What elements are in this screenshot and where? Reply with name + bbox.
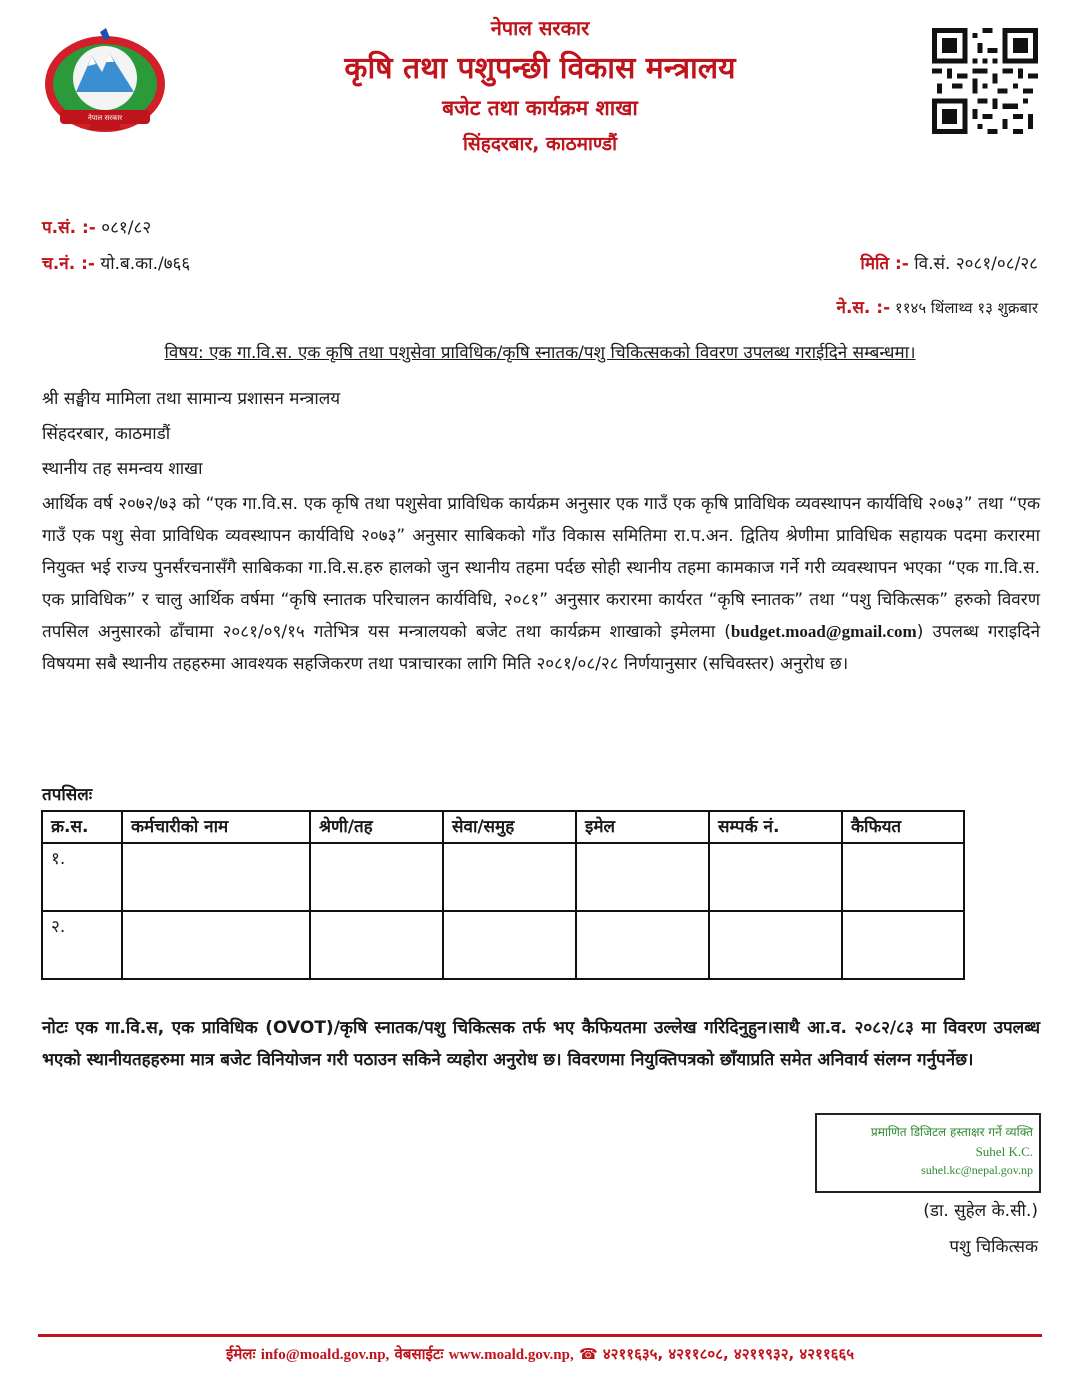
patra-sankhya-value: ०८१/८२ [101,218,152,238]
table-cell [576,911,709,979]
table-cell [443,843,576,911]
chalani-number-value: यो.ब.का./७६६ [100,254,191,274]
footer-website-link[interactable]: www.moald.gov.np, [448,1347,574,1363]
budget-email-link[interactable]: budget.moad@gmail.com [730,622,917,641]
table-row [42,843,964,911]
col-header-remarks: कैफियत [842,811,964,843]
col-header-serial: क्र.स. [42,811,122,843]
signature-box-email: suhel.kc@nepal.gov.np [921,1163,1033,1177]
letter-date-label: मिति :- [860,254,909,274]
footer-web-label: वेबसाईटः [394,1345,444,1363]
letter-date [860,251,1038,274]
footer-email-label: ईमेलः [225,1345,256,1363]
recipient-line-1: श्री सङ्घीय मामिला तथा सामान्य प्रशासन मन्त्रालय [42,389,341,409]
nepal-sambat-label: ने.स. :- [836,298,891,318]
letter-subject [0,340,1080,363]
body-paragraph [42,488,1040,680]
table-cell-serial: २. [42,911,122,979]
footer-divider [38,1334,1042,1337]
table-cell [122,843,310,911]
ministry-name: कृषि तथा पशुपन्छी विकास मन्त्रालय [344,51,736,86]
table-row [42,911,964,979]
svg-text:नेपाल सरकार: नेपाल सरकार [87,114,123,122]
table-cell [709,843,842,911]
branch-name: बजेट तथा कार्यक्रम शाखा [442,96,638,120]
office-location: सिंहदरबार, काठमाण्डौं [462,133,618,155]
footer-contact [0,1344,1080,1364]
signature-box-name: Suhel K.C. [975,1144,1033,1159]
letter-date-value: वि.सं. २०८१/०८/२८ [914,254,1038,274]
digital-signature-box [815,1113,1041,1193]
table-cell [576,843,709,911]
table-cell [443,911,576,979]
letter-subject-text: विषय: एक गा.वि.स. एक कृषि तथा पशुसेवा प्राविधिक/कृषि स्नातक/पशु चिकित्सकको विवरण उपलब्ध गराईदिने सम्बन्धमा। [164,343,916,363]
patra-sankhya [42,215,151,238]
recipient-line-2: सिंहदरबार, काठमाडौं [42,424,171,444]
nepal-sambat-date [837,295,1038,318]
qr-code-icon [932,28,1038,134]
body-text-part-1: आर्थिक वर्ष २०७२/७३ को “एक गा.वि.स. एक कृषि तथा पशुसेवा प्राविधिक कार्यक्रम अनुसार एक गाउँ एक कृषि प्राविधिक व्यवस्थापन कार्यविधि २०७३” तथा “एक गाउँ एक पशु सेवा प्राविधिक व्यवस्थापन कार्यविधि २०७३” अनुसार साबिकको गाँउ विकास समितिमा रा.प.अन. द्वितिय श्रेणीमा प्राविधिक सहायक पदमा करारमा नियुक्त भई राज्य पुनर्संरचनासँगै साबिकका गा.वि.स.हरु हालको जुन स्थानीय तहमा पर्दछ सोही स्थानीय तहमा कामकाज गर्ने गरी व्यवस्थापन भएका “एक गा.वि.स. एक प्राविधिक” र चालु आर्थिक वर्षमा “कृषि स्नातक परिचालन कार्यविधि, २०८१” अनुसार करारमा कार्यरत “कृषि स्नातक” तथा “पशु चिकित्सक” हरुको विवरण तपसिल अनुसारको ढाँचामा २०८१/०९/१५ गतेभित्र यस मन्त्रालयको बजेट तथा कार्यक्रम शाखाको इमेलमा ( [42,494,1040,642]
body-text-part-2: ) उपलब्ध गराइदिने विषयमा सबै स्थानीय तहहरुमा आवश्यक सहजिकरण तथा पत्राचारका लागि मिति २०८१/०८/२८ निर्णयानुसार (सचिवस्तर) अनुरोध छ। [42,622,1041,674]
signature-box-title: प्रमाणित डिजिटल हस्ताक्षर गर्ने व्यक्ति [870,1125,1033,1139]
signer-name: (डा. सुहेल के.सी.) [923,1201,1038,1221]
col-header-service: सेवा/समुह [443,811,576,843]
col-header-staff-name: कर्मचारीको नाम [122,811,310,843]
chalani-number-label: च.नं. :- [42,254,95,274]
recipient-line-3: स्थानीय तह समन्वय शाखा [42,459,203,479]
table-cell [122,911,310,979]
col-header-contact: सम्पर्क नं. [709,811,842,843]
patra-sankhya-label: प.सं. :- [42,218,96,238]
phone-icon: ☎ [578,1345,598,1363]
note-paragraph: नोटः एक गा.वि.स, एक प्राविधिक (OVOT)/कृषि स्नातक/पशु चिकित्सक तर्फ भए कैफियतमा उल्लेख गरिदिनुहुन।साथै आ.व. २०८२/८३ मा विवरण उपलब्ध भएको स्थानीयतहहरुमा मात्र बजेट विनियोजन गरी पठाउन सकिने व्यहोरा अनुरोध छ। विवरणमा नियुक्तिपत्रको छाँयाप्रति समेत अनिवार्य संलग्न गर्नुपर्नेछ। [42,1018,1040,1070]
table-cell [310,843,443,911]
table-cell-serial: १. [42,843,122,911]
col-header-email: इमेल [576,811,709,843]
table-header-row [42,811,964,843]
table-cell [842,911,964,979]
chalani-number [42,251,190,274]
table-caption: तपसिलः [42,785,93,805]
table-cell [842,843,964,911]
footer-email-link[interactable]: info@moald.gov.np, [260,1347,390,1363]
footer-phone-numbers: ४२११६३५, ४२११८०८, ४२११९३२, ४२११६६५ [602,1345,855,1363]
table-cell [310,911,443,979]
table-cell [709,911,842,979]
government-name: नेपाल सरकार [490,16,590,40]
signer-title: पशु चिकित्सक [949,1237,1038,1257]
nepal-sambat-value: ११४५ थिंलाथ्व १३ शुक्रबार [894,299,1038,317]
staff-detail-table [41,810,965,980]
col-header-grade: श्रेणी/तह [310,811,443,843]
